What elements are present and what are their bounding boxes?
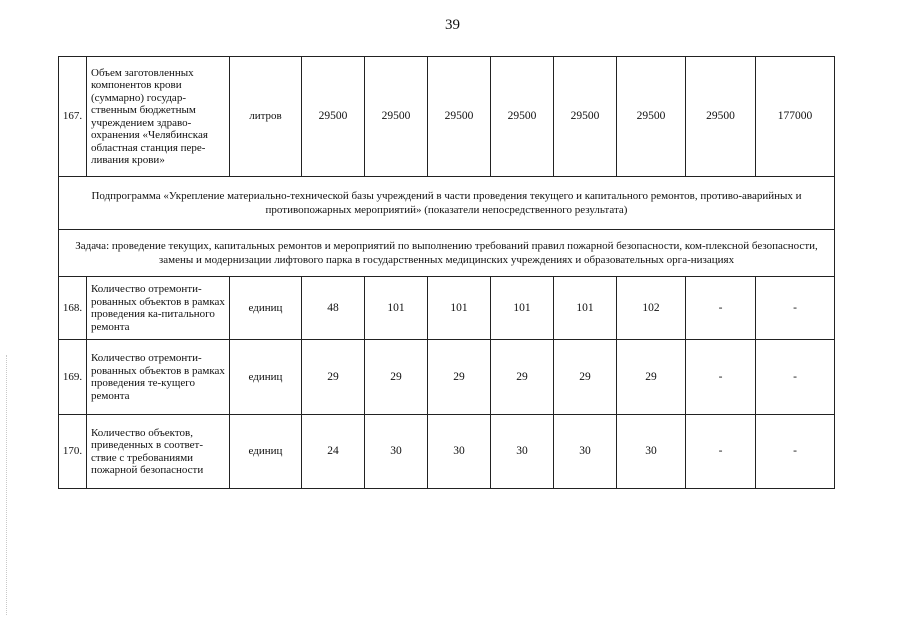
task-row: [59, 230, 835, 277]
value-cell: 101: [491, 277, 554, 340]
value-cell: 101: [365, 277, 428, 340]
value-cell: -: [686, 415, 756, 489]
table-row: [59, 277, 835, 340]
value-cell: 29500: [686, 57, 756, 177]
indicator-description: Количество отремонти-рованных объектов в рамках проведения те-кущего ремонта: [87, 340, 230, 415]
value-cell: 30: [617, 415, 686, 489]
table-row: [59, 57, 835, 177]
subprogram-row: [59, 177, 835, 230]
value-cell: 29: [302, 340, 365, 415]
total-cell: 177000: [756, 57, 835, 177]
unit-cell: единиц: [230, 415, 302, 489]
table-row: [59, 415, 835, 489]
total-cell: -: [756, 277, 835, 340]
task-heading: Задача: проведение текущих, капитальных ремонтов и мероприятий по выполнению требований правил пожарной безопасности, ком-плексной безопасности, замены и модернизации лифтового парка в государственных медицинских учреждениях и образовательных орга-низациях: [59, 230, 835, 277]
scan-margin-mark: [6, 355, 8, 615]
subprogram-heading: Подпрограмма «Укрепление материально-технической базы учреждений в части проведения текущего и капитального ремонтов, противо-аварийных и противопожарных мероприятий» (показатели непосредственного результата): [59, 177, 835, 230]
value-cell: 30: [365, 415, 428, 489]
value-cell: 29: [365, 340, 428, 415]
total-cell: -: [756, 340, 835, 415]
value-cell: 30: [554, 415, 617, 489]
value-cell: 29: [554, 340, 617, 415]
value-cell: 101: [428, 277, 491, 340]
value-cell: 48: [302, 277, 365, 340]
indicators-table: [58, 56, 835, 489]
value-cell: 29500: [617, 57, 686, 177]
value-cell: -: [686, 277, 756, 340]
unit-cell: литров: [230, 57, 302, 177]
indicator-description: Количество объектов, приведенных в соответ-ствие с требованиями пожарной безопасности: [87, 415, 230, 489]
value-cell: 29: [428, 340, 491, 415]
unit-cell: единиц: [230, 277, 302, 340]
value-cell: 29500: [302, 57, 365, 177]
value-cell: 29: [491, 340, 554, 415]
value-cell: 102: [617, 277, 686, 340]
value-cell: 29500: [554, 57, 617, 177]
value-cell: -: [686, 340, 756, 415]
value-cell: 29: [617, 340, 686, 415]
row-number: 167.: [59, 57, 87, 177]
row-number: 168.: [59, 277, 87, 340]
row-number: 170.: [59, 415, 87, 489]
indicator-description: Количество отремонти-рованных объектов в рамках проведения ка-питального ремонта: [87, 277, 230, 340]
table-row: [59, 340, 835, 415]
value-cell: 29500: [365, 57, 428, 177]
value-cell: 29500: [428, 57, 491, 177]
value-cell: 30: [491, 415, 554, 489]
row-number: 169.: [59, 340, 87, 415]
indicator-description: Объем заготовленных компонентов крови (суммарно) государ-ственным бюджетным учреждением здраво-охранения «Челябинская областная станция пере-ливания крови»: [87, 57, 230, 177]
page-number: 39: [445, 17, 460, 33]
value-cell: 101: [554, 277, 617, 340]
unit-cell: единиц: [230, 340, 302, 415]
value-cell: 24: [302, 415, 365, 489]
value-cell: 30: [428, 415, 491, 489]
total-cell: -: [756, 415, 835, 489]
value-cell: 29500: [491, 57, 554, 177]
